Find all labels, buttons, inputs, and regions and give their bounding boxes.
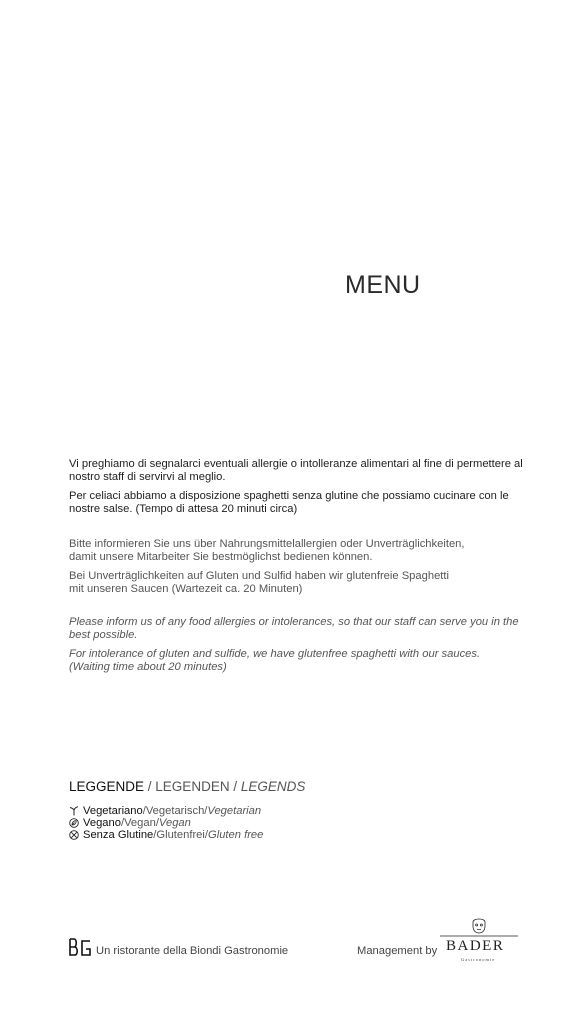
legend-label-de: Vegetarisch — [145, 805, 205, 817]
legend-separator: / — [155, 817, 159, 829]
legend-item-vegan — [69, 817, 263, 829]
english-gluten-line-2: (Waiting time about 20 minutes) — [69, 661, 227, 673]
german-gluten-line-2: mit unseren Saucen (Wartezeit ca. 20 Minuten) — [69, 583, 303, 595]
legend-label-it: Senza Glutine — [83, 829, 154, 841]
english-gluten-text — [69, 648, 529, 674]
legend-separator: / — [153, 829, 157, 841]
german-allergy-notice — [69, 538, 529, 602]
legend-label-de: Glutenfrei — [156, 829, 205, 841]
legend-list — [69, 805, 263, 841]
gluten-free-icon — [69, 830, 79, 840]
italian-gluten-text: Per celiaci abbiamo a disposizione spaghetti senza glutine che possiamo cucinare con le nostre salse. (Tempo di attesa 20 minuti circa) — [69, 490, 509, 515]
legend-separator: / — [142, 805, 146, 817]
legend-title-de: LEGENDEN — [155, 779, 230, 794]
menu-title: MENU — [345, 271, 421, 299]
footer-management-label: Management by — [357, 945, 438, 957]
legend-label-en: Gluten free — [208, 829, 264, 841]
legend-item-gluten-free — [69, 829, 263, 841]
biondi-gastronomie-logo — [69, 938, 91, 956]
vegan-leaf-icon — [69, 818, 79, 828]
legend-separator: / — [204, 805, 208, 817]
footer-restaurant-text: Un ristorante della Biondi Gastronomie — [96, 945, 289, 957]
legend-title-it: LEGGENDE — [69, 779, 145, 794]
english-gluten-line-1: For intolerance of gluten and sulfide, we have glutenfree spaghetti with our sauces. — [69, 648, 481, 660]
bader-brand-name: BADER — [446, 938, 505, 954]
legend-label-it: Vegetariano — [83, 805, 143, 817]
italian-allergy-text: Vi preghiamo di segnalarci eventuali allergie o intolleranze alimentari al fine di permettere al nostro staff di servirvi al meglio. — [69, 458, 523, 483]
sprout-icon — [69, 806, 79, 816]
legend-separator: / — [144, 779, 156, 794]
legend-separator: / — [229, 779, 241, 794]
legend-item-vegetarian — [69, 805, 263, 817]
legend-title — [69, 779, 305, 794]
german-gluten-line-1: Bei Unverträglichkeiten auf Gluten und Sulfid haben wir glutenfreie Spaghetti — [69, 570, 449, 582]
legend-label-en: Vegan — [158, 817, 191, 829]
legend-label-it: Vegano — [83, 817, 121, 829]
bader-brand-sub: Gastronomie — [461, 957, 496, 962]
italian-allergy-notice — [69, 458, 529, 522]
legend-title-en: LEGENDS — [240, 779, 306, 794]
german-gluten-text — [69, 570, 529, 596]
legend-label-en: Vegetarian — [207, 805, 262, 817]
legend-label-de: Vegan — [124, 817, 156, 829]
german-allergy-line-2: damit unsere Mitarbeiter Sie bestmöglichst bedienen können. — [69, 551, 373, 563]
legend-separator: / — [204, 829, 209, 841]
german-allergy-line-1: Bitte informieren Sie uns über Nahrungsmittelallergien oder Unverträglichkeiten, — [69, 538, 465, 550]
legend-separator: / — [120, 817, 125, 829]
english-allergy-text: Please inform us of any food allergies or intolerances, so that our staff can serve you in the best possible. — [69, 616, 519, 641]
german-allergy-text — [69, 538, 529, 564]
english-allergy-notice — [69, 616, 529, 680]
